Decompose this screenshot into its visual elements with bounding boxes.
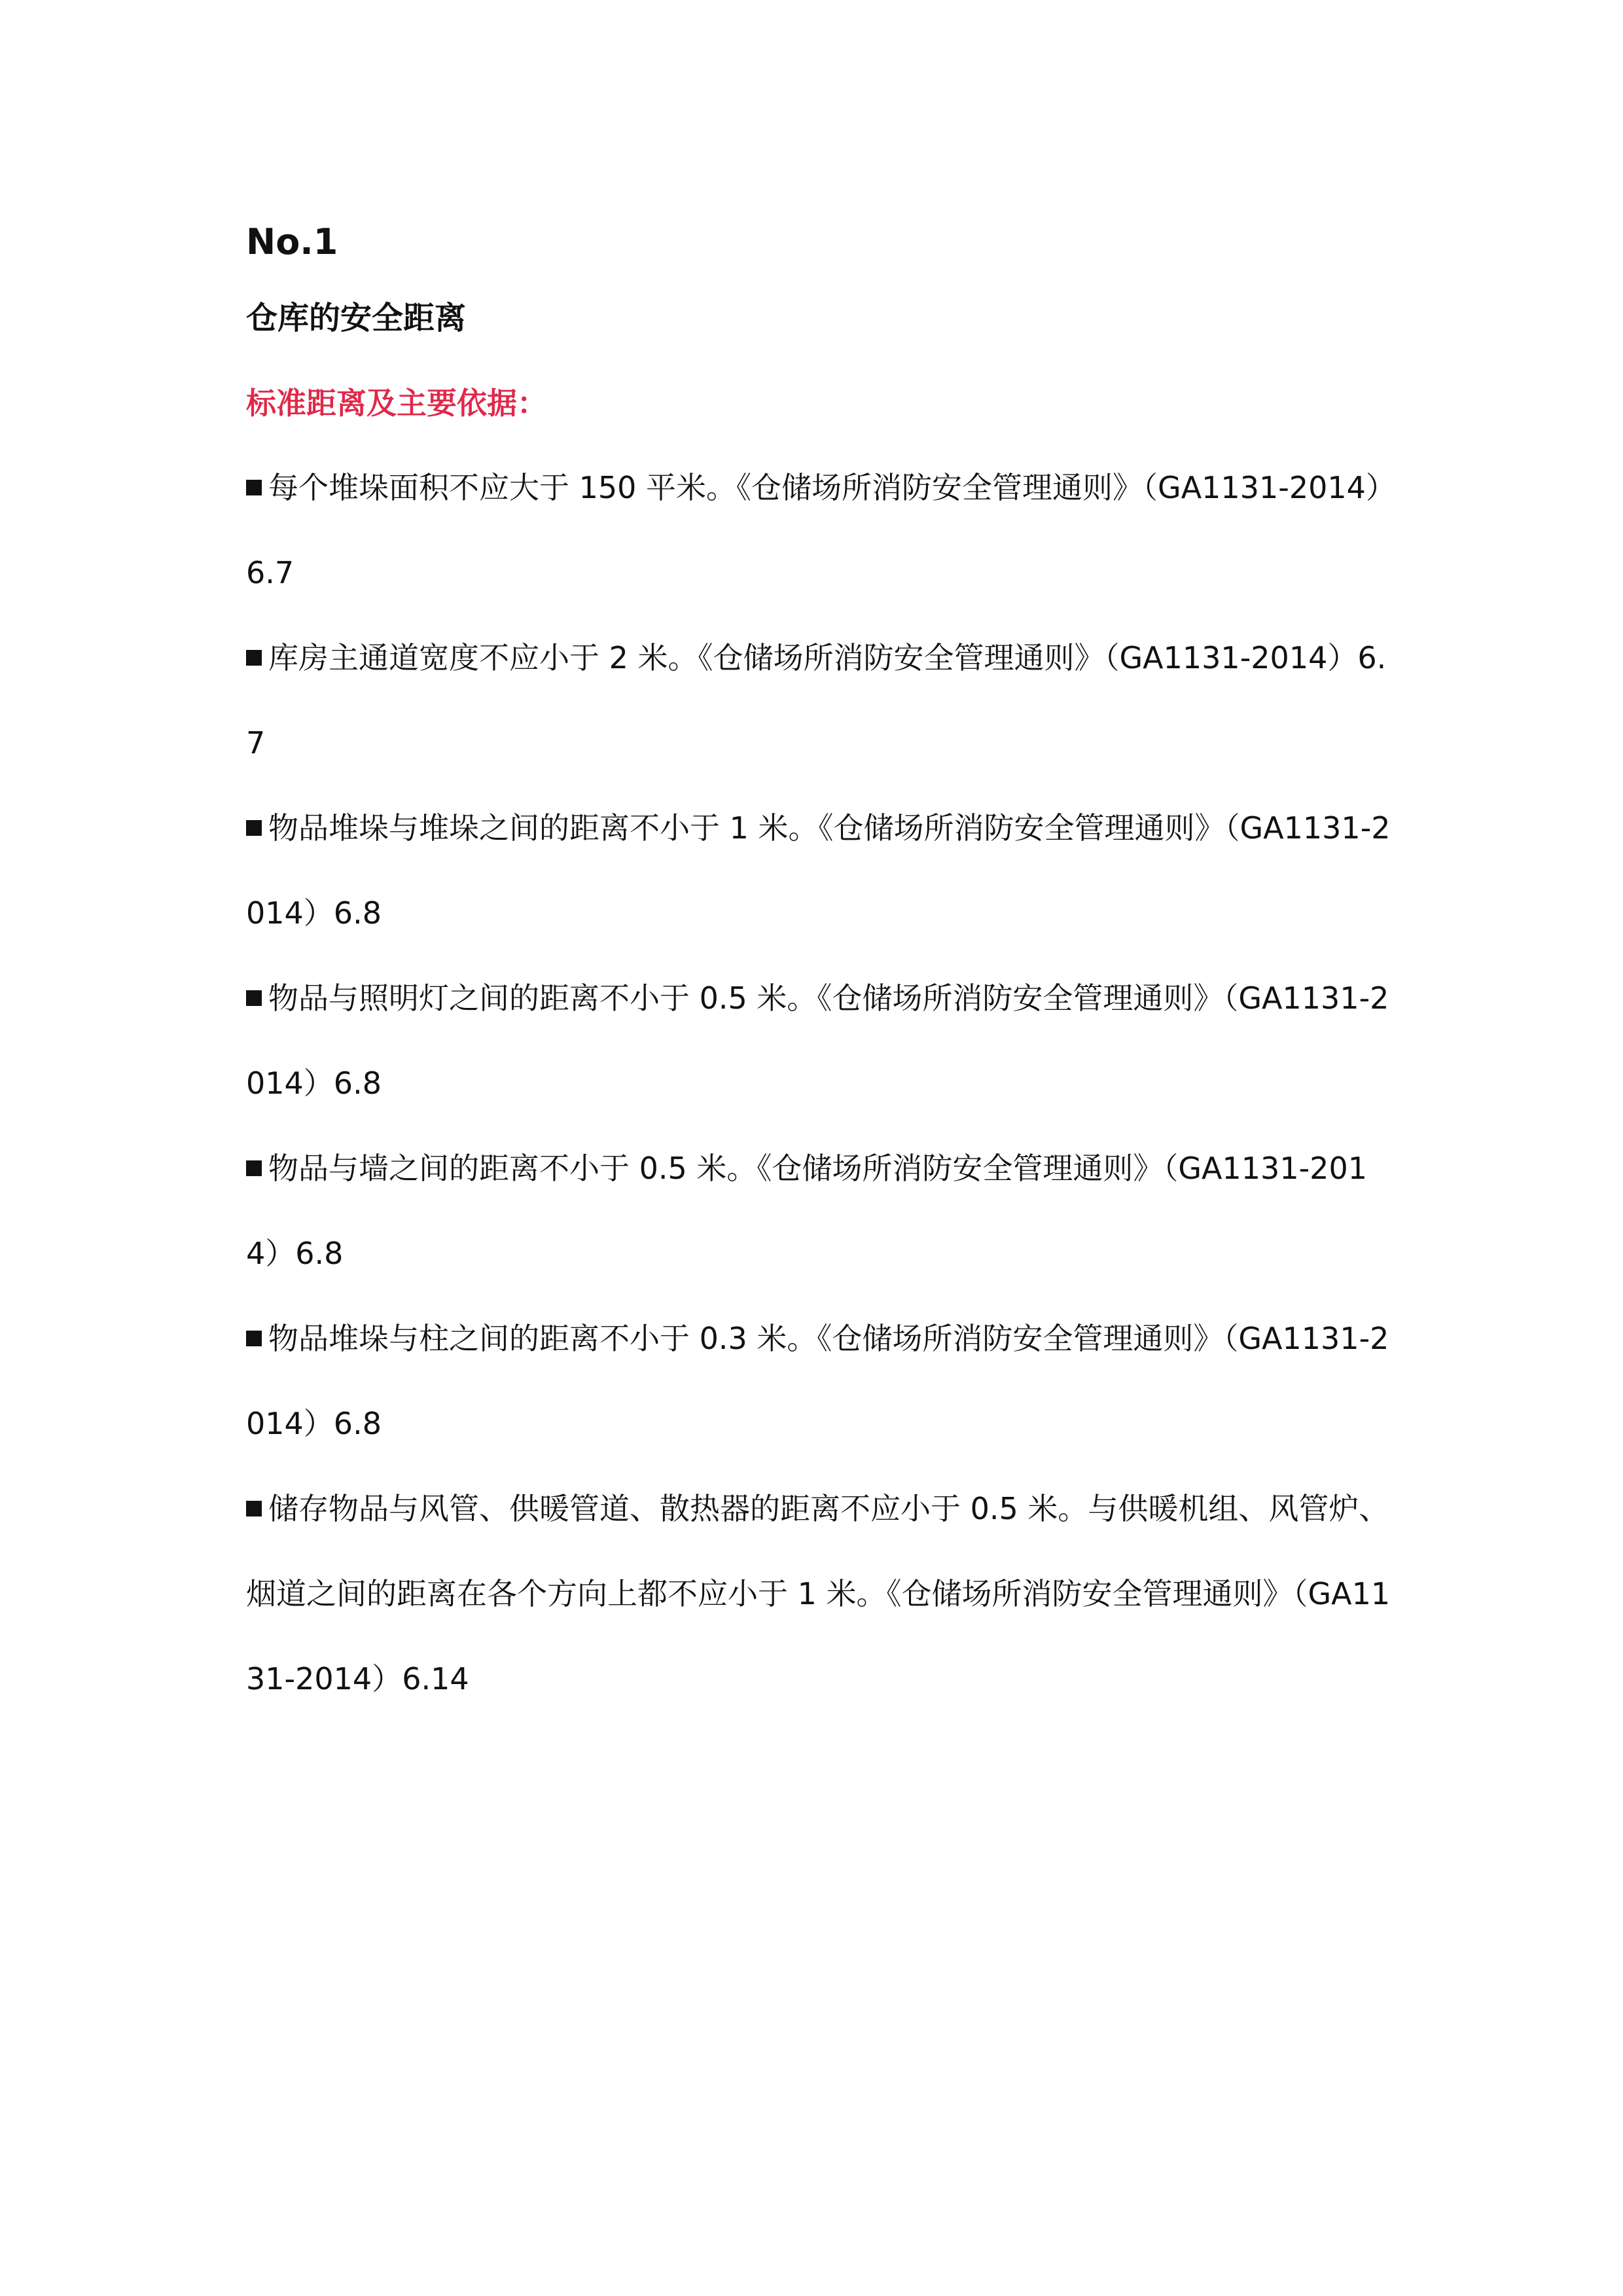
rule-item: [246, 1126, 1398, 1296]
black-square-icon: [246, 1160, 262, 1176]
rule-text: 每个堆垛面积不应大于 150 平米。《仓储场所消防安全管理通则》（GA1131-2014）6.7: [246, 470, 1396, 590]
rule-text: 物品堆垛与堆垛之间的距离不小于 1 米。《仓储场所消防安全管理通则》（GA1131-2014）6.8: [246, 810, 1391, 931]
rule-list: [246, 445, 1398, 1721]
black-square-icon: [246, 480, 262, 495]
rule-item: [246, 1466, 1398, 1721]
black-square-icon: [246, 650, 262, 666]
document-page: [246, 209, 1398, 1721]
black-square-icon: [246, 1331, 262, 1346]
rule-item: [246, 445, 1398, 615]
section-title: 仓库的安全距离: [246, 300, 467, 336]
black-square-icon: [246, 820, 262, 836]
rule-text: 库房主通道宽度不应小于 2 米。《仓储场所消防安全管理通则》（GA1131-2014）6.7: [246, 640, 1387, 761]
black-square-icon: [246, 990, 262, 1006]
basis-heading: 标准距离及主要依据：: [246, 386, 547, 421]
rule-item: [246, 956, 1398, 1126]
black-square-icon: [246, 1501, 262, 1516]
section-number: No.1: [246, 221, 338, 262]
rule-item: [246, 785, 1398, 956]
rule-text: 储存物品与风管、供暖管道、散热器的距离不应小于 0.5 米。与供暖机组、风管炉、烟道之间的距离在各个方向上都不应小于 1 米。《仓储场所消防安全管理通则》（GA1131-2014）6.14: [246, 1491, 1391, 1696]
rule-text: 物品与照明灯之间的距离不小于 0.5 米。《仓储场所消防安全管理通则》（GA1131-2014）6.8: [246, 980, 1389, 1101]
rule-text: 物品与墙之间的距离不小于 0.5 米。《仓储场所消防安全管理通则》（GA1131-2014）6.8: [246, 1151, 1367, 1271]
rule-item: [246, 1296, 1398, 1466]
rule-item: [246, 615, 1398, 785]
rule-text: 物品堆垛与柱之间的距离不小于 0.3 米。《仓储场所消防安全管理通则》（GA1131-2014）6.8: [246, 1321, 1389, 1441]
